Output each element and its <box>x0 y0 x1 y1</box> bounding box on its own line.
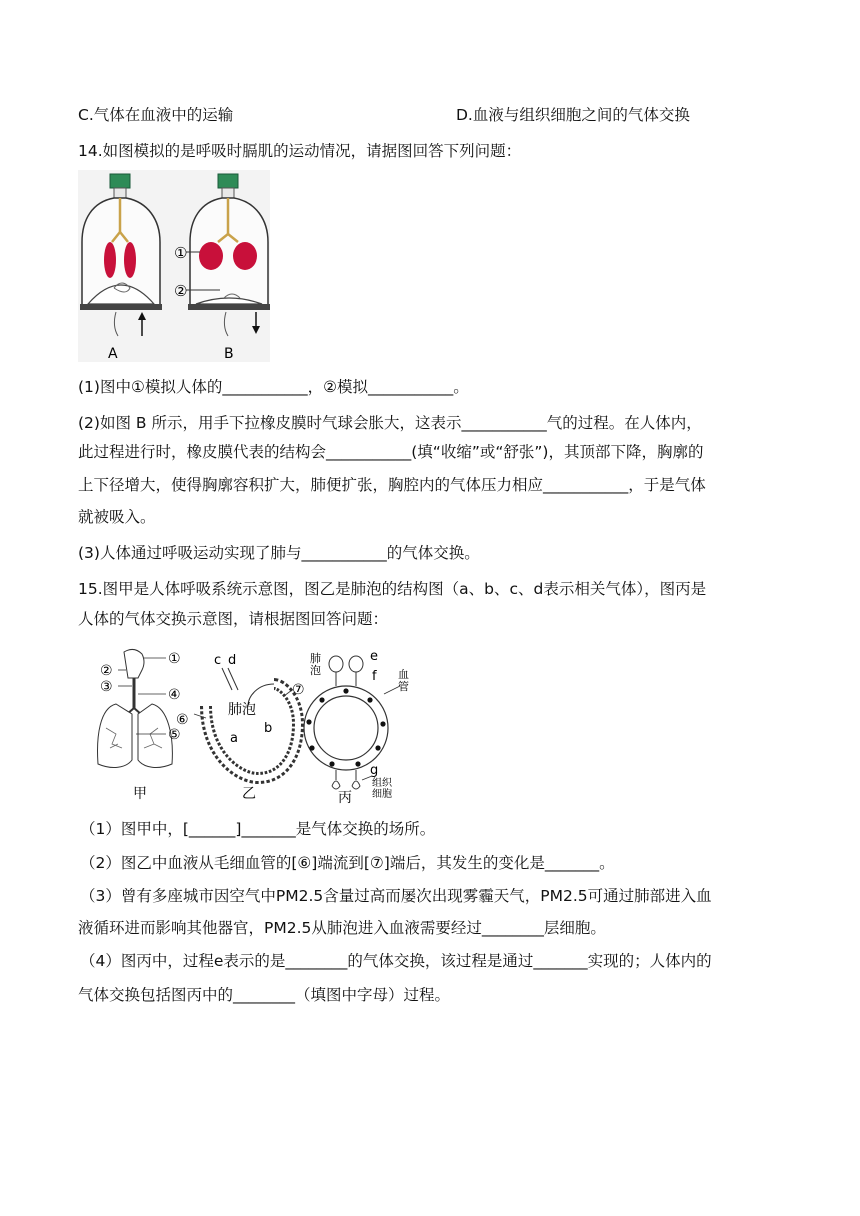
q13-options <box>78 104 690 126</box>
label-a: A <box>108 346 118 362</box>
q14-p3: (3)人体通过呼吸运动实现了肺与___________的气体交换。 <box>78 544 480 562</box>
jia-marker-5: ⑤ <box>168 727 181 743</box>
yi-letter-c: c <box>214 653 222 668</box>
q15-p4-line1: （4）图丙中，过程e表示的是________的气体交换，该过程是通过_______实现的；人体内的 <box>80 952 712 970</box>
q15-p3-line1: （3）曾有多座城市因空气中PM2.5含量过高而屡次出现雾霾天气，PM2.5可通过肺部进入血 <box>80 887 712 905</box>
yi-letter-a: a <box>230 731 238 746</box>
jia-marker-2: ② <box>100 663 113 679</box>
q14-p2-line3: 上下径增大，使得胸廓容积扩大，肺便扩张，胸腔内的气体压力相应___________，于是气体 <box>78 476 706 494</box>
q13-option-c: C.气体在血液中的运输 <box>78 106 234 124</box>
q14-p2-line1: (2)如图 B 所示，用手下拉橡皮膜时气球会胀大，这表示___________气的过程。在人体内， <box>78 414 702 432</box>
bing-letter-f: f <box>372 669 377 684</box>
yi-marker-7: ⑦ <box>292 682 305 698</box>
q15-respiratory-figure <box>88 644 414 806</box>
q14-p2-line4: 就被吸入。 <box>78 508 156 526</box>
marker-2: ② <box>174 282 188 300</box>
bing-alveolus-label: 肺泡 <box>310 652 321 677</box>
bing-letter-e: e <box>370 649 378 664</box>
q15-p1: （1）图甲中，[______]_______是气体交换的场所。 <box>80 820 436 838</box>
jia-marker-4: ④ <box>168 687 181 703</box>
q14-bell-jar-figure <box>78 170 270 362</box>
q15-p3-line2: 液循环进而影响其他器官，PM2.5从肺泡进入血液需要经过________层细胞。 <box>78 919 606 937</box>
bing-cell-label: 组织细胞 <box>372 778 392 800</box>
yi-letter-d: d <box>228 653 237 668</box>
q14-p1: (1)图中①模拟人体的___________，②模拟___________。 <box>78 378 469 396</box>
q14-p2-line2: 此过程进行时，橡皮膜代表的结构会___________(填“收缩”或“舒张”)，其顶部下降，胸廓的 <box>78 443 704 461</box>
jia-marker-3: ③ <box>100 679 113 695</box>
jia-marker-1: ① <box>168 651 181 667</box>
jia-marker-6: ⑥ <box>176 712 189 728</box>
bing-vessel-label: 血管 <box>398 668 409 693</box>
label-bing: 丙 <box>338 790 352 806</box>
q14-stem: 14.如图模拟的是呼吸时膈肌的运动情况，请据图回答下列问题： <box>78 142 522 160</box>
label-b: B <box>224 346 234 362</box>
bing-letter-g: g <box>370 763 379 778</box>
q15-stem-line1: 15.图甲是人体呼吸系统示意图，图乙是肺泡的结构图（a、b、c、d表示相关气体），图丙是 <box>78 580 707 598</box>
label-jia: 甲 <box>133 786 147 802</box>
figure-yi <box>194 668 298 778</box>
q15-p4-line2: 气体交换包括图丙中的________（填图中字母）过程。 <box>78 986 451 1004</box>
yi-letter-b: b <box>264 721 273 736</box>
q15-stem-line2: 人体的气体交换示意图，请根据图回答问题： <box>78 610 389 628</box>
bell-jar-diagram <box>78 170 270 362</box>
marker-1: ① <box>174 244 188 262</box>
q13-option-d: D.血液与组织细胞之间的气体交换 <box>456 106 690 124</box>
label-yi: 乙 <box>242 786 256 802</box>
respiratory-diagram <box>88 644 414 806</box>
yi-alveolus-label: 肺泡 <box>228 702 256 718</box>
q15-p2: （2）图乙中血液从毛细血管的[⑥]端流到[⑦]端后，其发生的变化是_______。 <box>80 854 615 872</box>
